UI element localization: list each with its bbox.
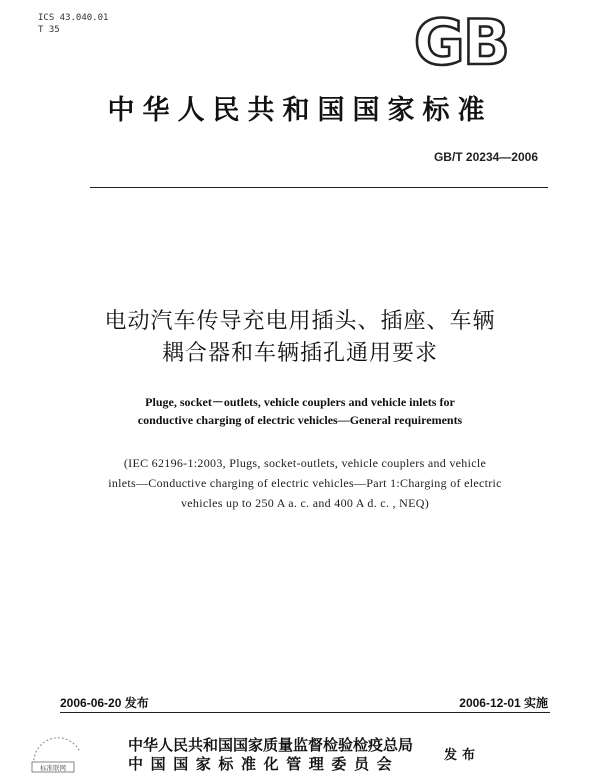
reference-line-3: vehicles up to 250 A a. c. and 400 A d. c. , NEQ) bbox=[181, 496, 429, 510]
implementation-date: 2006-12-01 实施 bbox=[459, 696, 548, 710]
seal-stamp-icon bbox=[28, 726, 88, 774]
issuing-authorities bbox=[128, 736, 413, 774]
title-chinese bbox=[0, 306, 600, 370]
gb-logo bbox=[402, 14, 520, 70]
ccs-code: T 35 bbox=[38, 25, 60, 35]
issuer-aqsiq: 中华人民共和国国家质量监督检验检疫总局 bbox=[128, 736, 414, 754]
reference-line-1: (IEC 62196-1:2003, Plugs, socket-outlets, vehicle couplers and vehicle bbox=[123, 456, 487, 470]
header-rule bbox=[90, 187, 548, 188]
reference-line-2: inlets—Conductive charging of electric vehicles—Part 1:Charging of electric bbox=[108, 476, 502, 490]
gb-logo-text: GB bbox=[413, 14, 509, 70]
standard-body-title: 中华人民共和国国家标准 bbox=[107, 95, 493, 126]
issuer-sac: 中国国家标准化管理委员会 bbox=[128, 755, 400, 773]
footer-rule bbox=[60, 712, 550, 713]
title-english-line-2: conductive charging of electric vehicles—General requirements bbox=[137, 413, 463, 427]
classification-codes bbox=[38, 12, 108, 36]
seal-text: 标准联网 bbox=[40, 764, 66, 772]
ics-code: ICS 43.040.01 bbox=[38, 13, 109, 23]
title-chinese-line-1: 电动汽车传导充电用插头、插座、车辆 bbox=[104, 309, 496, 334]
title-english-line-1: Pluge, socket－outlets, vehicle couplers and vehicle inlets for bbox=[145, 395, 455, 409]
standard-code: GB/T 20234—2006 bbox=[433, 150, 538, 164]
title-english bbox=[0, 393, 600, 429]
reference-standard bbox=[60, 453, 550, 513]
title-chinese-line-2: 耦合器和车辆插孔通用要求 bbox=[161, 341, 438, 366]
publish-label: 发布 bbox=[444, 748, 481, 763]
issue-date: 2006-06-20 发布 bbox=[60, 696, 149, 710]
